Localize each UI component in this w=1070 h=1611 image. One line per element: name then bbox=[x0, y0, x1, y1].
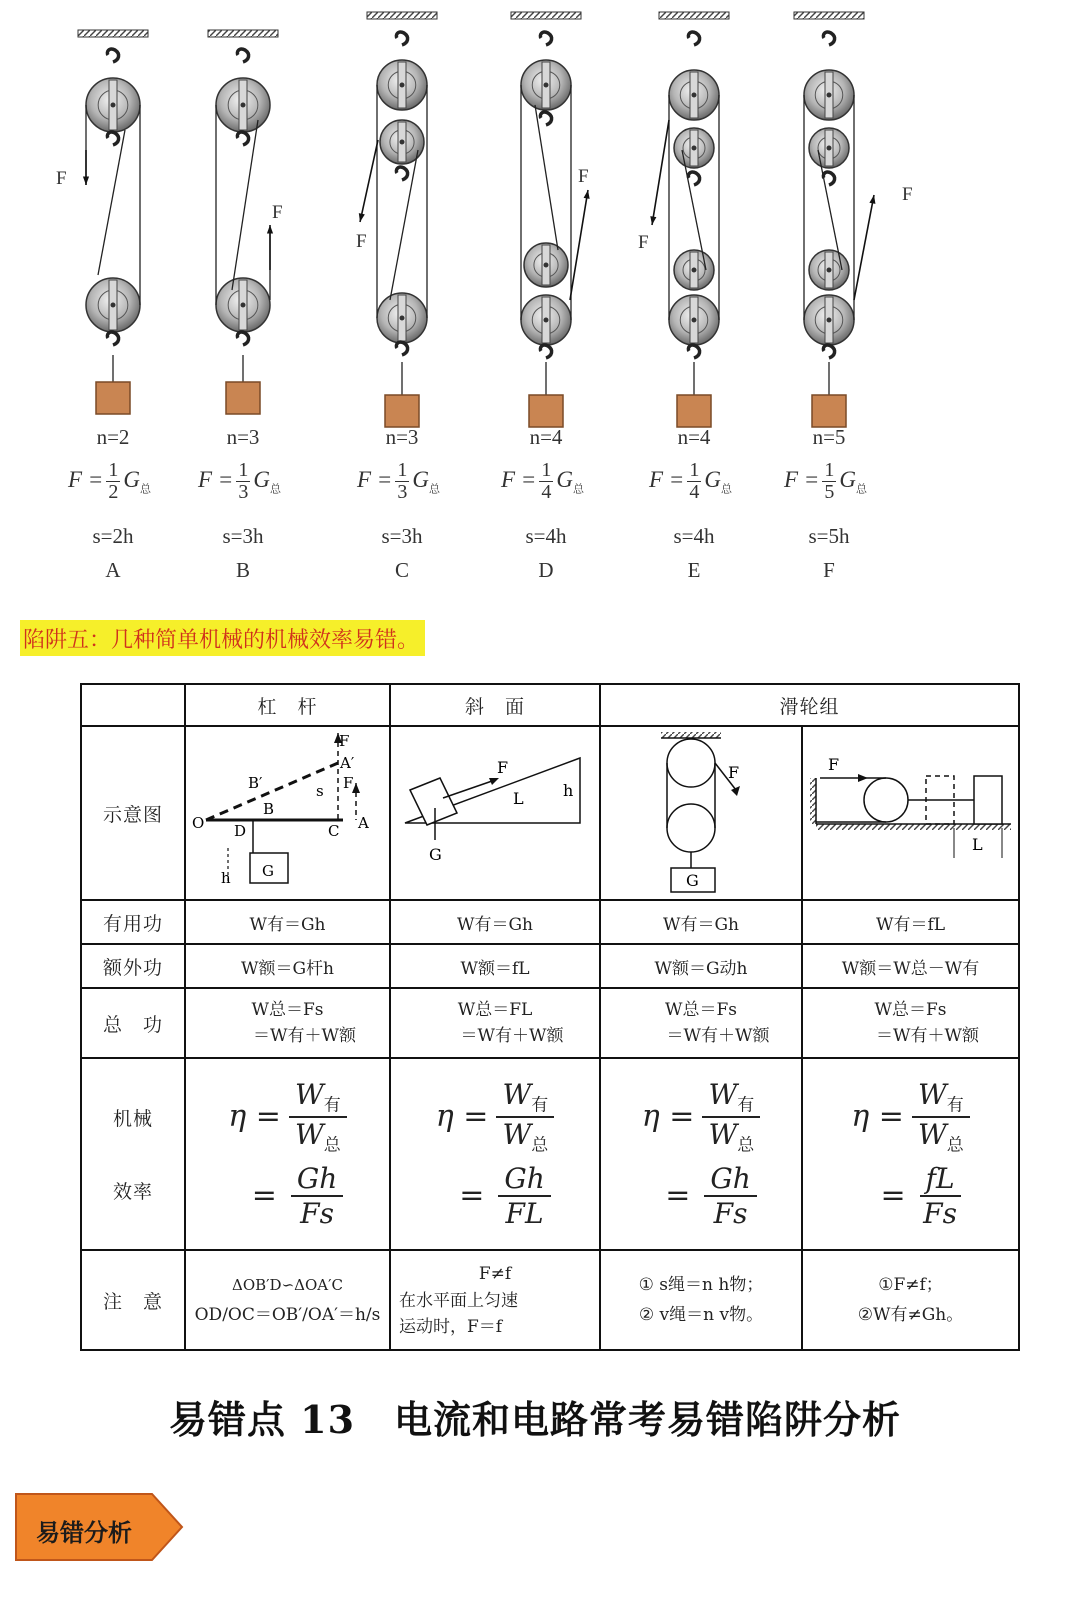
formula-g: G bbox=[123, 466, 140, 492]
fraction-den: Fs bbox=[713, 1196, 748, 1230]
note-line: ΔOB′D∽ΔOA′C bbox=[232, 1276, 343, 1294]
fraction-den: 4 bbox=[689, 481, 700, 503]
fraction-num: 1 bbox=[824, 459, 835, 481]
distance-relation: s=3h bbox=[222, 524, 264, 548]
figure-letter: B bbox=[235, 558, 250, 582]
efficiency-horizontal bbox=[802, 1058, 1019, 1250]
force-label: F bbox=[356, 231, 367, 252]
total-line2: ＝W有＋W额 bbox=[460, 1026, 564, 1046]
svg-text:F: F bbox=[497, 758, 509, 777]
note-line: ② v绳＝n v物。 bbox=[638, 1305, 764, 1325]
weight-block bbox=[226, 382, 260, 414]
svg-text:A: A bbox=[357, 814, 369, 832]
fraction bbox=[539, 460, 553, 503]
pulley-svg bbox=[606, 728, 796, 898]
notes-lever bbox=[185, 1250, 390, 1350]
svg-text:D: D bbox=[233, 822, 246, 840]
force-formula bbox=[784, 460, 867, 503]
pulley-diagram bbox=[600, 726, 802, 900]
figure-letter: E bbox=[687, 558, 701, 582]
total-work-lever bbox=[185, 988, 390, 1058]
rope-count: n=5 bbox=[812, 425, 846, 449]
distance-relation: s=4h bbox=[673, 524, 715, 548]
weight-block bbox=[96, 382, 130, 414]
ceiling bbox=[659, 12, 729, 19]
w-symbol: W bbox=[294, 1078, 324, 1112]
fraction-num bbox=[289, 1078, 347, 1118]
figure-letter: A bbox=[105, 558, 121, 582]
figure-letter: D bbox=[538, 558, 554, 582]
efficiency-incline bbox=[390, 1058, 600, 1250]
note-line: 在水平面上匀速 bbox=[399, 1290, 518, 1311]
fraction bbox=[822, 460, 836, 503]
svg-text:F: F bbox=[827, 755, 839, 774]
w-symbol: W bbox=[917, 1118, 947, 1151]
force-label: F bbox=[578, 166, 589, 187]
eta-symbol: η = bbox=[435, 1099, 489, 1134]
efficiency-label-2: 效率 bbox=[112, 1181, 153, 1203]
w-sub: 总 bbox=[323, 1135, 341, 1156]
total-line1: W总＝Fs bbox=[665, 1000, 737, 1020]
w-sub: 有 bbox=[737, 1096, 755, 1116]
lever-diagram bbox=[185, 726, 390, 900]
formula-g: G bbox=[556, 466, 573, 492]
pulley-systems-figure bbox=[0, 0, 1070, 600]
row-label-total-work: 总 功 bbox=[81, 988, 185, 1058]
fraction bbox=[236, 460, 250, 503]
w-symbol: W bbox=[294, 1118, 324, 1151]
svg-text:L: L bbox=[513, 789, 524, 808]
horizontal-svg bbox=[806, 728, 1016, 898]
note-line: F≠f bbox=[478, 1263, 512, 1284]
efficiency-fraction-2 bbox=[291, 1162, 343, 1230]
formula-g-sub: 总 bbox=[428, 483, 440, 496]
eta-symbol: η = bbox=[641, 1099, 695, 1134]
total-work-incline bbox=[390, 988, 600, 1058]
svg-text:G: G bbox=[261, 862, 274, 880]
formula-g-sub: 总 bbox=[269, 483, 281, 496]
w-sub: 有 bbox=[531, 1096, 549, 1116]
svg-text:C: C bbox=[327, 822, 339, 840]
fraction-den bbox=[702, 1118, 760, 1156]
note-line: 运动时，F＝f bbox=[399, 1316, 503, 1337]
svg-text:G: G bbox=[429, 845, 442, 864]
force-formula bbox=[649, 460, 732, 503]
force-label: F bbox=[56, 168, 67, 189]
w-symbol: W bbox=[708, 1078, 738, 1112]
rope-count: n=3 bbox=[385, 425, 419, 449]
efficiency-fraction bbox=[496, 1078, 554, 1155]
note-line: ②W有≠Gh。 bbox=[857, 1305, 964, 1325]
note-line: ① s绳＝n h物； bbox=[638, 1275, 764, 1295]
row-label-diagram: 示意图 bbox=[81, 726, 185, 900]
w-symbol: W bbox=[708, 1118, 738, 1151]
fraction-num: Gh bbox=[498, 1162, 550, 1197]
force-formula bbox=[198, 460, 281, 503]
svg-text:F: F bbox=[342, 774, 353, 792]
w-symbol: W bbox=[502, 1078, 532, 1112]
fraction bbox=[687, 460, 701, 503]
rope-count: n=4 bbox=[529, 425, 563, 449]
efficiency-fraction bbox=[702, 1078, 760, 1155]
svg-text:F: F bbox=[728, 763, 740, 782]
fraction-den: 2 bbox=[108, 481, 119, 503]
figure-letter: C bbox=[394, 558, 409, 582]
svg-text:B′: B′ bbox=[247, 774, 262, 792]
row-label-extra-work: 额外功 bbox=[81, 944, 185, 988]
svg-text:O: O bbox=[191, 814, 204, 832]
total-line2: ＝W有＋W额 bbox=[253, 1026, 356, 1046]
fraction-num bbox=[496, 1078, 554, 1118]
w-sub: 有 bbox=[946, 1096, 964, 1116]
formula-g-sub: 总 bbox=[139, 483, 151, 496]
efficiency-fraction-2 bbox=[498, 1162, 550, 1230]
notes-incline bbox=[390, 1250, 600, 1350]
total-line2: ＝W有＋W额 bbox=[666, 1026, 770, 1046]
fraction-num: 1 bbox=[397, 459, 408, 481]
header-pulley-group: 滑轮组 bbox=[600, 684, 1019, 726]
svg-text:h: h bbox=[220, 869, 231, 887]
notes-pulley bbox=[600, 1250, 802, 1350]
fraction-num bbox=[702, 1078, 760, 1118]
svg-text:s: s bbox=[315, 782, 324, 800]
weight-block bbox=[812, 395, 846, 427]
formula-prefix: F = bbox=[68, 466, 104, 492]
useful-work-incline: W有＝Gh bbox=[390, 900, 600, 944]
fraction-num: 1 bbox=[108, 459, 119, 481]
header-incline: 斜 面 bbox=[390, 684, 600, 726]
equals-sign: = bbox=[459, 1177, 485, 1213]
svg-text:h: h bbox=[563, 781, 574, 800]
distance-relation: s=3h bbox=[381, 524, 423, 548]
formula-g-sub: 总 bbox=[720, 483, 732, 496]
incline-svg bbox=[395, 728, 595, 898]
svg-text:B: B bbox=[262, 800, 274, 818]
fraction-num: Gh bbox=[291, 1162, 343, 1197]
formula-g: G bbox=[412, 466, 429, 492]
w-symbol: W bbox=[502, 1118, 532, 1151]
extra-work-incline: W额＝fL bbox=[390, 944, 600, 988]
w-sub: 总 bbox=[737, 1135, 755, 1156]
fraction-num: 1 bbox=[238, 459, 249, 481]
formula-g: G bbox=[253, 466, 270, 492]
ceiling bbox=[78, 30, 148, 37]
equals-sign: = bbox=[251, 1177, 277, 1213]
formula-g: G bbox=[704, 466, 721, 492]
row-label-notes: 注 意 bbox=[81, 1250, 185, 1350]
w-sub: 有 bbox=[323, 1096, 341, 1116]
lever-svg bbox=[188, 728, 388, 898]
formula-prefix: F = bbox=[357, 466, 393, 492]
efficiency-lever bbox=[185, 1058, 390, 1250]
efficiency-fraction bbox=[912, 1078, 970, 1155]
useful-work-lever: W有＝Gh bbox=[185, 900, 390, 944]
svg-text:G: G bbox=[686, 871, 699, 890]
weight-block bbox=[677, 395, 711, 427]
ceiling bbox=[367, 12, 437, 19]
header-empty bbox=[81, 684, 185, 726]
distance-relation: s=5h bbox=[808, 524, 850, 548]
note-line: ①F≠f； bbox=[878, 1275, 943, 1295]
total-line1: W总＝Fs bbox=[874, 1000, 947, 1020]
equals-sign: = bbox=[880, 1177, 906, 1213]
ceiling bbox=[794, 12, 864, 19]
formula-prefix: F = bbox=[198, 466, 234, 492]
total-work-pulley bbox=[600, 988, 802, 1058]
total-line1: W总＝Fs bbox=[251, 1000, 324, 1020]
fraction-num: fL bbox=[920, 1162, 961, 1197]
fraction-num: Gh bbox=[704, 1162, 756, 1197]
eta-symbol: η = bbox=[851, 1099, 904, 1134]
figure-letter: F bbox=[823, 558, 835, 582]
header-lever: 杠 杆 bbox=[185, 684, 390, 726]
ceiling bbox=[208, 30, 278, 37]
fraction-den: FL bbox=[505, 1196, 544, 1230]
svg-text:L: L bbox=[971, 835, 983, 854]
extra-work-horizontal: W额＝W总－W有 bbox=[802, 944, 1019, 988]
w-sub: 总 bbox=[946, 1135, 964, 1156]
equals-sign: = bbox=[665, 1177, 691, 1213]
svg-text:F: F bbox=[338, 732, 349, 750]
fraction-den: 4 bbox=[541, 481, 552, 503]
notes-horizontal bbox=[802, 1250, 1019, 1350]
useful-work-horizontal: W有＝fL bbox=[802, 900, 1019, 944]
efficiency-fraction bbox=[289, 1078, 347, 1155]
fraction-den bbox=[289, 1118, 347, 1156]
fraction-num: 1 bbox=[689, 459, 700, 481]
trap-title: 陷阱五：几种简单机械的机械效率易错。 bbox=[20, 620, 425, 656]
force-label: F bbox=[638, 232, 649, 253]
total-line1: W总＝FL bbox=[457, 1000, 533, 1020]
formula-g: G bbox=[839, 466, 856, 492]
force-label: F bbox=[902, 184, 913, 205]
total-work-horizontal bbox=[802, 988, 1019, 1058]
horizontal-diagram bbox=[802, 726, 1019, 900]
efficiency-pulley bbox=[600, 1058, 802, 1250]
incline-diagram bbox=[390, 726, 600, 900]
useful-work-pulley: W有＝Gh bbox=[600, 900, 802, 944]
weight-block bbox=[529, 395, 563, 427]
fraction bbox=[395, 460, 409, 503]
rope-count: n=4 bbox=[677, 425, 711, 449]
rope-count: n=3 bbox=[226, 425, 260, 449]
fraction-den: Fs bbox=[923, 1196, 957, 1230]
w-sub: 总 bbox=[531, 1135, 549, 1156]
fraction-den bbox=[496, 1118, 554, 1156]
row-label-efficiency bbox=[81, 1058, 185, 1250]
force-formula bbox=[68, 460, 151, 503]
formula-g-sub: 总 bbox=[572, 483, 584, 496]
fraction-den: Fs bbox=[300, 1196, 334, 1230]
row-label-useful-work: 有用功 bbox=[81, 900, 185, 944]
formula-prefix: F = bbox=[649, 466, 685, 492]
fraction-den bbox=[912, 1118, 970, 1156]
distance-relation: s=4h bbox=[525, 524, 567, 548]
force-label: F bbox=[272, 202, 283, 223]
efficiency-label-1: 机械 bbox=[112, 1108, 153, 1130]
badge-label: 易错分析 bbox=[36, 1519, 132, 1547]
note-line: OD/OC＝OB′/OA′＝h/s bbox=[194, 1305, 381, 1325]
weight-block bbox=[385, 395, 419, 427]
formula-g-sub: 总 bbox=[855, 483, 867, 496]
force-formula bbox=[357, 460, 440, 503]
force-formula bbox=[501, 460, 584, 503]
fraction-den: 3 bbox=[397, 481, 408, 503]
fraction-num bbox=[912, 1078, 970, 1118]
svg-text:A′: A′ bbox=[339, 754, 354, 772]
extra-work-pulley: W额＝G动h bbox=[600, 944, 802, 988]
efficiency-fraction-2 bbox=[920, 1162, 961, 1230]
fraction-den: 3 bbox=[238, 481, 249, 503]
ceiling bbox=[511, 12, 581, 19]
section-heading: 易错点 13 电流和电路常考易错陷阱分析 bbox=[168, 1397, 902, 1442]
efficiency-fraction-2 bbox=[704, 1162, 756, 1230]
eta-symbol: η = bbox=[228, 1099, 281, 1134]
formula-prefix: F = bbox=[501, 466, 537, 492]
formula-prefix: F = bbox=[784, 466, 820, 492]
efficiency-table bbox=[80, 683, 1020, 1351]
extra-work-lever: W额＝G杆h bbox=[185, 944, 390, 988]
total-line2: ＝W有＋W额 bbox=[876, 1026, 979, 1046]
fraction-num: 1 bbox=[541, 459, 552, 481]
distance-relation: s=2h bbox=[92, 524, 134, 548]
rope-count: n=2 bbox=[96, 425, 130, 449]
w-symbol: W bbox=[917, 1078, 947, 1112]
fraction bbox=[106, 460, 120, 503]
fraction-den: 5 bbox=[824, 481, 835, 503]
